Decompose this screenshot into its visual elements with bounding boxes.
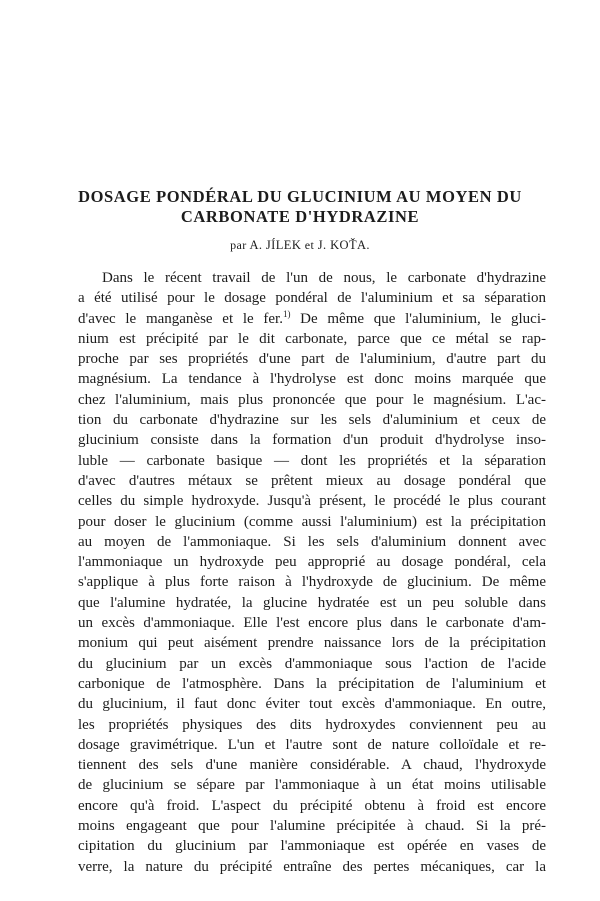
author-2: J. KOŤA. bbox=[317, 238, 370, 252]
article-title-line-2: CARBONATE D'HYDRAZINE bbox=[180, 207, 420, 226]
body-line-25: tiennent des sels d'une manière considérable. A chaud, l'hydroxyde bbox=[78, 757, 546, 774]
body-line-10: luble — carbonate basique — dont les propriétés et la séparation bbox=[78, 452, 546, 469]
body-line-15: l'ammoniaque un hydroxyde peu approprié au dosage pondéral, cela bbox=[78, 554, 546, 571]
body-line-3-tail: De même que l'aluminium, le gluci- bbox=[290, 310, 546, 327]
body-line-27: encore qu'à froid. L'aspect du précipité obtenu à froid est encore bbox=[78, 797, 546, 814]
body-line-23: les propriétés physiques des dits hydroxydes conviennent peu au bbox=[78, 716, 546, 733]
body-line-30: verre, la nature du précipité entraîne des pertes mécaniques, car la bbox=[78, 858, 546, 875]
body-line-20: du glucinium par un excès d'ammoniaque sous l'action de l'acide bbox=[78, 655, 546, 672]
body-line-21: carbonique de l'atmosphère. Dans la précipitation de l'aluminium et bbox=[78, 675, 546, 692]
body-line-5: proche par ses propriétés d'une part de l'aluminium, d'autre part du bbox=[78, 351, 546, 368]
body-line-14: au moyen de l'ammoniaque. Si les sels d'aluminium donnent avec bbox=[78, 533, 546, 550]
byline-conjunction: et bbox=[304, 238, 315, 252]
body-line-4: nium est précipité par le dit carbonate, parce que ce métal se rap- bbox=[78, 330, 546, 347]
body-line-26: de glucinium se sépare par l'ammoniaque à un état moins utilisable bbox=[78, 777, 546, 794]
author-1: A. JÍLEK bbox=[249, 238, 302, 252]
body-line-6: magnésium. La tendance à l'hydrolyse est donc moins marquée que bbox=[78, 371, 546, 388]
body-paragraph bbox=[78, 268, 546, 877]
body-line-1: Dans le récent travail de l'un de nous, le carbonate d'hydrazine bbox=[102, 270, 546, 286]
body-line-24: dosage gravimétrique. L'un et l'autre sont de nature colloïdale et re- bbox=[78, 736, 546, 753]
footnote-ref-1: 1) bbox=[282, 308, 291, 319]
body-line-8: tion du carbonate d'hydrazine sur les sels d'aluminium et ceux de bbox=[78, 412, 546, 429]
body-line-18: un excès d'ammoniaque. Elle l'est encore plus dans le carbonate d'am- bbox=[78, 615, 546, 632]
body-line-2: a été utilisé pour le dosage pondéral de l'aluminium et sa séparation bbox=[78, 290, 546, 307]
body-line-13: pour doser le glucinium (comme aussi l'aluminium) est la précipitation bbox=[78, 513, 546, 530]
article-title-line-1: DOSAGE PONDÉRAL DU GLUCINIUM AU MOYEN DU bbox=[78, 187, 522, 206]
body-line-3-head: d'avec le manganèse et le fer. bbox=[78, 310, 283, 327]
body-line-22: du glucinium, il faut donc éviter tout excès d'ammoniaque. En outre, bbox=[78, 696, 546, 713]
body-line-7: chez l'aluminium, mais plus prononcée que pour le magnésium. L'ac- bbox=[78, 391, 546, 408]
body-line-28: moins engageant que pour l'alumine précipitée à chaud. Si la pré- bbox=[78, 818, 546, 835]
article-title bbox=[60, 187, 540, 227]
byline-prefix: par bbox=[230, 238, 247, 252]
body-line-12: celles du simple hydroxyde. Jusqu'à présent, le procédé le plus courant bbox=[78, 493, 546, 510]
body-line-16: s'applique à plus forte raison à l'hydroxyde de glucinium. De même bbox=[78, 574, 546, 591]
body-line-17: que l'alumine hydratée, la glucine hydratée est un peu soluble dans bbox=[78, 594, 546, 611]
byline bbox=[0, 238, 600, 253]
body-line-3 bbox=[78, 309, 546, 329]
body-line-29: cipitation du glucinium par l'ammoniaque est opérée en vases de bbox=[78, 838, 546, 855]
body-line-9: glucinium consiste dans la formation d'un produit d'hydrolyse inso- bbox=[78, 432, 546, 449]
body-line-19: monium qui peut aisément prendre naissance lors de la précipitation bbox=[78, 635, 546, 652]
body-line-11: d'avec d'autres métaux se prêtent mieux au dosage pondéral que bbox=[78, 472, 546, 489]
